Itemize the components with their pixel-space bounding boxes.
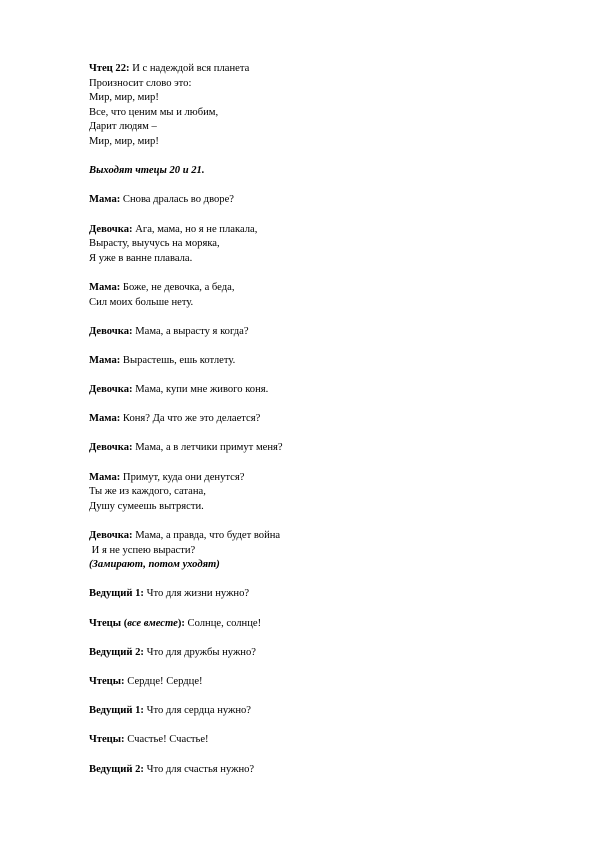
line-text: Я уже в ванне плавала. — [89, 252, 193, 264]
verse-line: Мир, мир, мир! — [89, 92, 159, 104]
speaker-label: Мама: — [89, 471, 121, 483]
dialogue-mama — [89, 281, 529, 310]
stage-direction — [89, 164, 529, 179]
reader-22-verse — [89, 62, 529, 150]
line-text: Мама, а вырасту я когда? — [132, 325, 249, 337]
dialogue-host-1 — [89, 587, 529, 602]
line-text: Коня? Да что же это делается? — [120, 413, 261, 425]
line-text: И с надеждой вся планета — [129, 63, 250, 74]
speaker-label: Девочка: — [89, 223, 133, 235]
speaker-label: Девочка: — [89, 325, 133, 337]
verse-line — [89, 62, 529, 77]
dialogue-mama — [89, 354, 529, 369]
speaker-label: Девочка: — [89, 530, 133, 541]
line-text: Что для жизни нужно? — [143, 588, 250, 600]
dialogue-readers — [89, 617, 529, 632]
speaker-label: Мама: — [89, 194, 121, 206]
line-text: Боже, не девочка, а беда, — [120, 281, 235, 293]
dialogue-mama — [89, 193, 529, 208]
line-text: Сердце! Сердце! — [124, 675, 203, 687]
line-text: Снова дралась во дворе? — [120, 194, 235, 206]
stage-direction-text: Выходят чтецы 20 и 21. — [89, 165, 205, 177]
speaker-label: Ведущий 1: — [89, 588, 144, 600]
line-text: Примут, куда они денутся? — [120, 471, 245, 483]
dialogue-girl — [89, 529, 529, 573]
dialogue-girl — [89, 325, 529, 340]
line-text: Вырастешь, ешь котлету. — [120, 354, 236, 366]
line-text: Ты же из каждого, сатана, — [89, 486, 206, 498]
speaker-label: Девочка: — [89, 384, 133, 396]
verse-line: Дарит людям – — [89, 121, 157, 133]
speaker-label: Мама: — [89, 354, 121, 366]
dialogue-mama — [89, 412, 529, 427]
verse-line: Произносит слово это: — [89, 77, 192, 89]
speaker-label: Чтецы: — [89, 734, 125, 746]
verse-line: Мир, мир, мир! — [89, 135, 159, 147]
speaker-label: Чтец 22: — [89, 63, 130, 74]
dialogue-readers — [89, 733, 529, 748]
speaker-label: Мама: — [89, 413, 121, 425]
dialogue-readers — [89, 675, 529, 690]
script-text — [89, 62, 529, 792]
stage-direction-text: (Замирают, потом уходят) — [89, 559, 220, 571]
line-text: Что для дружбы нужно? — [143, 646, 256, 658]
line-text: Что для сердца нужно? — [143, 705, 252, 717]
line-text: Сил моих больше нету. — [89, 296, 194, 308]
speaker-label: Ведущий 1: — [89, 705, 144, 717]
speaker-label: Ведущий 2: — [89, 763, 144, 775]
line-text: Ага, мама, но я не плакала, — [132, 223, 258, 235]
dialogue-host-2 — [89, 763, 529, 778]
line-text: Мама, купи мне живого коня. — [132, 384, 269, 396]
paren-close: ): — [177, 617, 185, 629]
dialogue-girl — [89, 441, 529, 456]
paren-open: ( — [121, 617, 128, 629]
line-text: И я не успею вырасти? — [89, 544, 196, 556]
line-text: Солнце, солнце! — [184, 617, 262, 629]
line-text: Что для счастья нужно? — [143, 763, 255, 775]
speaker-label: Мама: — [89, 281, 121, 293]
dialogue-host-1 — [89, 704, 529, 719]
dialogue-host-2 — [89, 646, 529, 661]
speaker-label: Чтецы — [89, 617, 122, 629]
speaker-label: Девочка: — [89, 442, 133, 454]
line-text: Вырасту, выучусь на моряка, — [89, 238, 220, 250]
line-text: Мама, а правда, что будет война — [132, 530, 281, 541]
verse-line: Все, что ценим мы и любим, — [89, 106, 219, 118]
line-text: Счастье! Счастье! — [124, 734, 209, 746]
dialogue-girl — [89, 383, 529, 398]
dialogue-girl — [89, 223, 529, 267]
speaker-label: Чтецы: — [89, 675, 125, 687]
line-text: Душу сумеешь вытрясти. — [89, 500, 204, 512]
speaker-note: все вместе — [127, 617, 178, 629]
dialogue-mama — [89, 471, 529, 515]
speaker-label: Ведущий 2: — [89, 646, 144, 658]
line-text: Мама, а в летчики примут меня? — [132, 442, 283, 454]
